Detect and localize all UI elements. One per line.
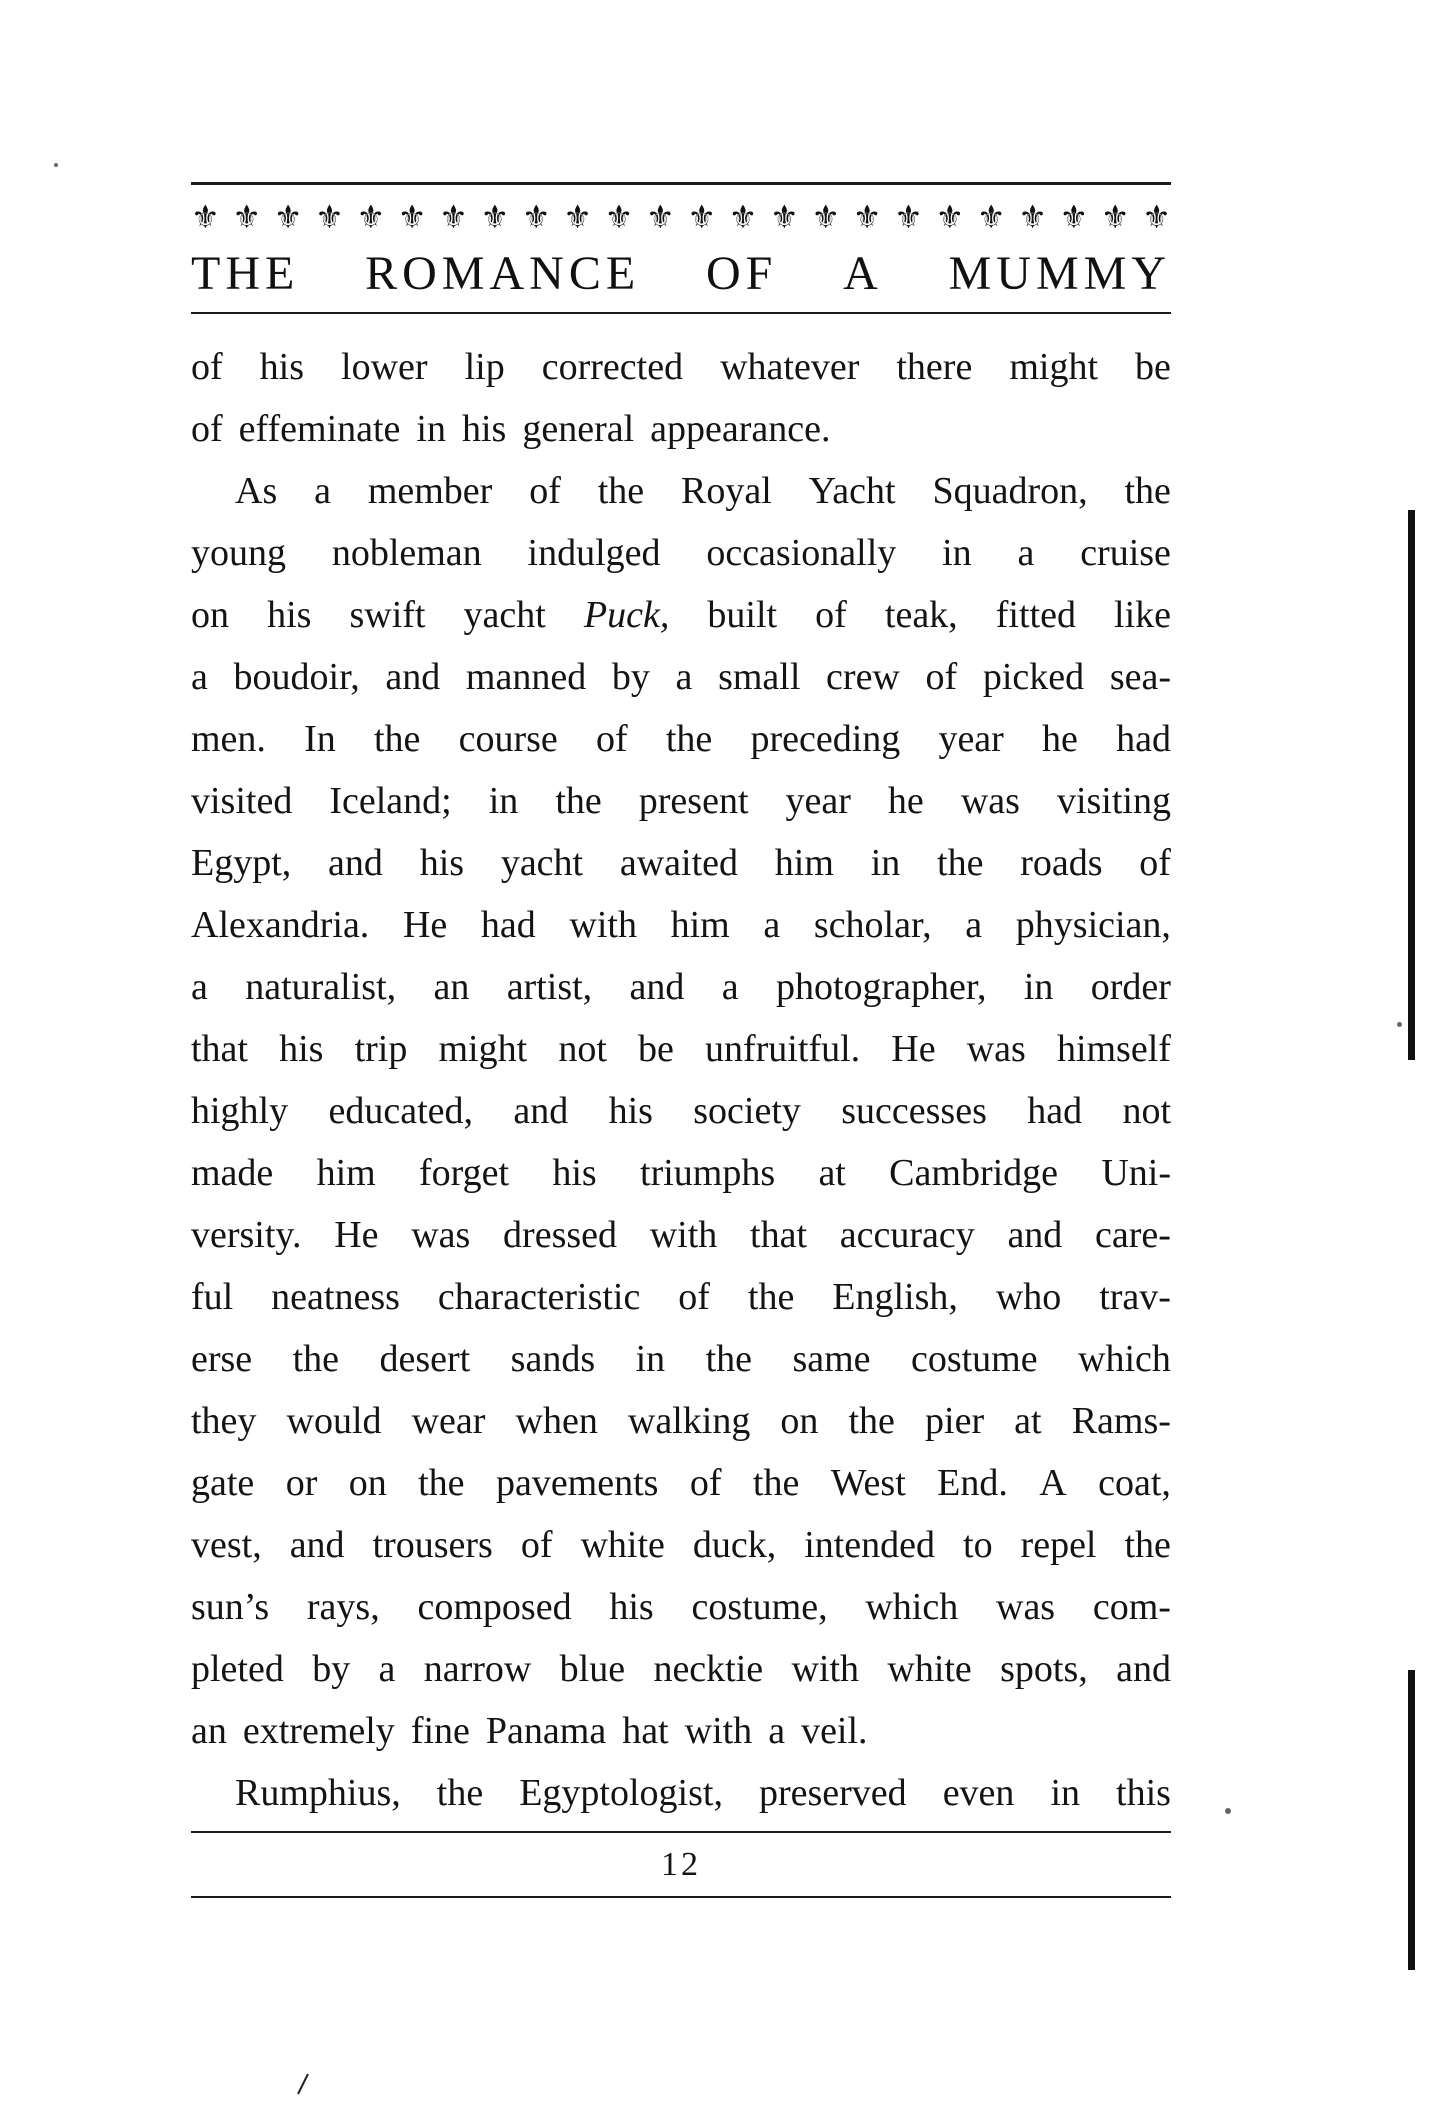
fleur-de-lis-icon: ⚜: [770, 198, 799, 236]
word: was: [996, 1586, 1056, 1628]
word: hat: [622, 1710, 669, 1752]
text-line: [191, 584, 1171, 646]
word: the: [597, 470, 645, 512]
fleur-de-lis-icon: ⚜: [894, 198, 923, 236]
fleur-de-lis-icon: ⚜: [645, 198, 675, 236]
word: his: [259, 346, 305, 388]
running-title-word: A: [843, 247, 883, 300]
word: corrected: [541, 346, 684, 388]
fleur-de-lis-icon: ⚜: [191, 198, 220, 236]
word: pavements: [495, 1462, 659, 1504]
word: the: [1124, 470, 1171, 512]
word: like: [1114, 594, 1171, 636]
word: and: [289, 1524, 345, 1566]
running-title-word: THE: [191, 247, 300, 300]
fleur-de-lis-icon: ⚜: [728, 198, 758, 236]
word: pier: [925, 1400, 985, 1442]
word: educated,: [328, 1090, 473, 1132]
text-line: [191, 770, 1171, 832]
word: young: [191, 532, 286, 574]
word: the: [292, 1338, 340, 1380]
word: he: [887, 780, 924, 822]
word: a: [1017, 532, 1035, 574]
word: him: [774, 842, 834, 884]
word: characteristic: [437, 1276, 641, 1318]
word: and: [1007, 1214, 1063, 1256]
word: He: [402, 904, 448, 946]
word: might: [438, 1028, 528, 1070]
running-title: [191, 244, 1171, 304]
word: year: [938, 718, 1004, 760]
word: course: [458, 718, 558, 760]
word: in: [942, 532, 972, 574]
text-line: [191, 1018, 1171, 1080]
word: a: [965, 904, 983, 946]
word: highly: [191, 1090, 289, 1132]
word: crew: [826, 656, 900, 698]
word: photographer,: [775, 966, 987, 1008]
word: of: [925, 656, 958, 698]
fleur-de-lis-icon: ⚜: [976, 198, 1006, 236]
word: cruise: [1080, 532, 1171, 574]
footer-top-rule: [191, 1831, 1171, 1833]
fleur-de-lis-icon: ⚜: [1142, 198, 1171, 236]
word: a: [721, 966, 739, 1008]
word: had: [1116, 718, 1171, 760]
word: fitted: [995, 594, 1076, 636]
running-title-word: MUMMY: [948, 247, 1171, 300]
word: necktie: [653, 1648, 764, 1690]
word: in: [416, 408, 446, 450]
word: Uni-: [1101, 1152, 1171, 1194]
text-line: [191, 1328, 1171, 1390]
word: at: [818, 1152, 846, 1194]
word: and: [1116, 1648, 1171, 1690]
word: the: [555, 780, 602, 822]
word: of: [529, 470, 561, 512]
word: that: [191, 1028, 248, 1070]
word: com-: [1092, 1586, 1171, 1628]
scan-edge-mark-lower: [1408, 1670, 1415, 1970]
text-line: [191, 1514, 1171, 1576]
word: Egypt,: [191, 842, 292, 884]
word: with: [791, 1648, 860, 1690]
word: forget: [419, 1152, 510, 1194]
fleur-de-lis-icon: ⚜: [604, 198, 634, 236]
word: roads: [1020, 842, 1103, 884]
word: society: [693, 1090, 801, 1132]
word: of: [689, 1462, 722, 1504]
word: manned: [465, 656, 587, 698]
word: had: [480, 904, 536, 946]
word: nobleman: [331, 532, 482, 574]
word: Egyptologist,: [519, 1772, 723, 1814]
word: desert: [379, 1338, 471, 1380]
fleur-de-lis-icon: ⚜: [1059, 198, 1089, 236]
word: extremely: [242, 1710, 395, 1752]
text-line: [191, 1204, 1171, 1266]
word: same: [792, 1338, 871, 1380]
word: picked: [982, 656, 1085, 698]
word: the: [418, 1462, 465, 1504]
word: by: [611, 656, 650, 698]
word: composed: [417, 1586, 572, 1628]
word: the: [747, 1276, 795, 1318]
word: fine: [410, 1710, 470, 1752]
running-title-word: OF: [705, 247, 778, 300]
word: visited: [191, 780, 293, 822]
word: End.: [937, 1462, 1008, 1504]
word: yacht: [500, 842, 584, 884]
word: costume: [910, 1338, 1038, 1380]
word: narrow: [423, 1648, 532, 1690]
fleur-de-lis-icon: ⚜: [397, 198, 427, 236]
word: appearance.: [650, 408, 831, 450]
word: of: [815, 594, 847, 636]
text-line: [191, 1142, 1171, 1204]
word: Squadron,: [932, 470, 1088, 512]
word: a: [378, 1648, 396, 1690]
fleur-de-lis-icon: ⚜: [811, 198, 841, 236]
word: small: [718, 656, 801, 698]
word: A: [1039, 1462, 1067, 1504]
text-line: [191, 336, 1171, 398]
word: had: [1027, 1090, 1083, 1132]
word: an: [191, 1710, 227, 1752]
word: occasionally: [706, 532, 897, 574]
word: In: [304, 718, 336, 760]
word: He: [334, 1214, 379, 1256]
footer-bottom-rule: [191, 1896, 1171, 1898]
word: Iceland;: [329, 780, 452, 822]
word: and: [328, 842, 383, 884]
word: dressed: [503, 1214, 618, 1256]
word: visiting: [1056, 780, 1171, 822]
word: the: [665, 718, 713, 760]
word: on: [348, 1462, 387, 1504]
word: be: [638, 1028, 674, 1070]
fleur-de-lis-icon: ⚜: [563, 198, 592, 236]
text-line: [191, 1638, 1171, 1700]
word: Cambridge: [889, 1152, 1059, 1194]
text-line: [191, 1576, 1171, 1638]
fleur-de-lis-icon: ⚜: [521, 198, 551, 236]
word: yacht: [463, 594, 546, 636]
word: of: [595, 718, 628, 760]
word: pleted: [191, 1648, 284, 1690]
word: be: [1135, 346, 1171, 388]
word: him: [316, 1152, 376, 1194]
word: accuracy: [839, 1214, 975, 1256]
word: member: [367, 470, 493, 512]
word: general: [522, 408, 635, 450]
word: when: [515, 1400, 598, 1442]
word: unfruitful.: [705, 1028, 861, 1070]
word: to: [963, 1524, 993, 1566]
word: there: [896, 346, 973, 388]
word: ful: [191, 1276, 234, 1318]
word: of: [1139, 842, 1171, 884]
word: rays,: [306, 1586, 380, 1628]
word: gate: [191, 1462, 255, 1504]
fleur-de-lis-icon: ⚜: [315, 198, 344, 236]
word: sun’s: [191, 1586, 270, 1628]
word: coat,: [1098, 1462, 1171, 1504]
word: He: [891, 1028, 936, 1070]
fleur-de-lis-icon: ⚜: [1018, 198, 1047, 236]
word: by: [312, 1648, 351, 1690]
word: and: [385, 656, 441, 698]
text-line: [191, 708, 1171, 770]
word: naturalist,: [245, 966, 397, 1008]
word: West: [830, 1462, 906, 1504]
word: his: [608, 1090, 653, 1132]
word: costume,: [691, 1586, 828, 1628]
word: scholar,: [813, 904, 932, 946]
word: a: [768, 1710, 786, 1752]
word: of: [191, 346, 223, 388]
word: Rams-: [1071, 1400, 1171, 1442]
word: indulged: [527, 532, 661, 574]
word: lower: [341, 346, 428, 388]
text-line: [191, 1390, 1171, 1452]
word: was: [966, 1028, 1026, 1070]
word: lip: [464, 346, 505, 388]
word: with: [649, 1214, 718, 1256]
word: in: [1050, 1772, 1080, 1814]
word: Yacht: [808, 470, 896, 512]
word: in: [488, 780, 519, 822]
word: white: [580, 1524, 665, 1566]
text-line: [191, 646, 1171, 708]
word: blue: [559, 1648, 626, 1690]
text-line: [191, 522, 1171, 584]
word: he: [1042, 718, 1078, 760]
word: himself: [1056, 1028, 1171, 1070]
scan-speck: [1397, 1022, 1402, 1027]
word: walking: [627, 1400, 751, 1442]
text-line: [191, 1080, 1171, 1142]
word: his: [609, 1586, 654, 1628]
word: of: [678, 1276, 710, 1318]
word: the: [1124, 1524, 1171, 1566]
word: teak,: [884, 594, 958, 636]
word: the: [373, 718, 421, 760]
word: even: [942, 1772, 1015, 1814]
body-text: [191, 336, 1171, 1824]
word: sands: [510, 1338, 596, 1380]
text-line: [191, 894, 1171, 956]
fleur-de-lis-icon: ⚜: [935, 198, 965, 236]
text-line: [191, 1700, 1171, 1762]
scan-stroke: [296, 2073, 310, 2095]
word: his: [552, 1152, 597, 1194]
word: sea-: [1109, 656, 1171, 698]
fleur-de-lis-icon: ⚜: [273, 198, 303, 236]
word: Alexandria.: [191, 904, 370, 946]
word: not: [1122, 1090, 1171, 1132]
text-line: [191, 1762, 1171, 1824]
word: triumphs: [640, 1152, 776, 1194]
text-line: [191, 832, 1171, 894]
word: an: [433, 966, 470, 1008]
word: in: [635, 1338, 666, 1380]
scan-speck: [54, 163, 58, 167]
running-title-word: ROMANCE: [365, 247, 641, 300]
word: they: [191, 1400, 257, 1442]
word: the: [752, 1462, 800, 1504]
word: physician,: [1015, 904, 1171, 946]
word: a: [191, 966, 208, 1008]
word: a: [314, 470, 331, 512]
word: whatever: [720, 346, 860, 388]
word: Panama: [485, 1710, 607, 1752]
word: white: [887, 1648, 972, 1690]
word: vest,: [191, 1524, 262, 1566]
word: made: [191, 1152, 274, 1194]
header-top-rule: [191, 182, 1171, 185]
scan-speck: [1225, 1808, 1231, 1814]
fleur-de-lis-icon: ⚜: [687, 198, 716, 236]
word: his: [461, 408, 507, 450]
word: neatness: [271, 1276, 400, 1318]
word: care-: [1095, 1214, 1171, 1256]
header-bottom-rule: [191, 312, 1171, 314]
word: might: [1009, 346, 1099, 388]
word: of: [191, 408, 223, 450]
word: the: [937, 842, 984, 884]
word: swift: [349, 594, 426, 636]
ornament-band: [191, 198, 1171, 236]
text-line: [191, 1266, 1171, 1328]
word: year: [785, 780, 851, 822]
word: his: [267, 594, 312, 636]
word: the: [705, 1338, 752, 1380]
word: was: [411, 1214, 471, 1256]
word: built: [707, 594, 778, 636]
word: trousers: [372, 1524, 493, 1566]
word: that: [750, 1214, 807, 1256]
word: this: [1116, 1772, 1171, 1814]
word: of: [520, 1524, 553, 1566]
word: or: [285, 1462, 318, 1504]
word: him: [670, 904, 730, 946]
word: veil.: [801, 1710, 868, 1752]
word: not: [558, 1028, 607, 1070]
word: on: [780, 1400, 819, 1442]
word: boudoir,: [233, 656, 360, 698]
word: Puck,: [583, 594, 670, 636]
word: effeminate: [238, 408, 401, 450]
word: on: [191, 594, 229, 636]
word: which: [1078, 1338, 1171, 1380]
scan-edge-mark-upper: [1408, 510, 1415, 1060]
word: men.: [191, 718, 266, 760]
fleur-de-lis-icon: ⚜: [232, 198, 262, 236]
fleur-de-lis-icon: ⚜: [480, 198, 510, 236]
word: and: [629, 966, 685, 1008]
word: would: [286, 1400, 382, 1442]
word: wear: [411, 1400, 486, 1442]
word: trav-: [1099, 1276, 1171, 1318]
text-line: [191, 1452, 1171, 1514]
word: in: [1023, 966, 1054, 1008]
word: which: [865, 1586, 959, 1628]
word: trip: [354, 1028, 408, 1070]
word: at: [1014, 1400, 1042, 1442]
word: the: [436, 1772, 484, 1814]
page-number: 12: [661, 1846, 701, 1883]
word: preceding: [750, 718, 901, 760]
text-line: [191, 460, 1171, 522]
word: duck,: [692, 1524, 777, 1566]
word: in: [870, 842, 901, 884]
word: his: [419, 842, 465, 884]
word: English,: [832, 1276, 958, 1318]
word: was: [960, 780, 1020, 822]
word: Rumphius,: [235, 1772, 401, 1814]
word: repel: [1020, 1524, 1097, 1566]
word: a: [675, 656, 693, 698]
word: versity.: [191, 1214, 302, 1256]
text-line: [191, 398, 1171, 460]
word: present: [638, 780, 749, 822]
text-line: [191, 956, 1171, 1018]
fleur-de-lis-icon: ⚜: [356, 198, 386, 236]
word: artist,: [506, 966, 593, 1008]
word: with: [684, 1710, 753, 1752]
word: spots,: [1000, 1648, 1088, 1690]
word: Royal: [681, 470, 772, 512]
word: who: [995, 1276, 1062, 1318]
fleur-de-lis-icon: ⚜: [439, 198, 468, 236]
word: order: [1090, 966, 1171, 1008]
word: with: [569, 904, 637, 946]
word: successes: [841, 1090, 987, 1132]
word: a: [763, 904, 781, 946]
word: As: [235, 470, 278, 512]
word: awaited: [619, 842, 739, 884]
fleur-de-lis-icon: ⚜: [852, 198, 882, 236]
word: a: [191, 656, 208, 698]
word: his: [279, 1028, 324, 1070]
word: erse: [191, 1338, 253, 1380]
word: and: [513, 1090, 569, 1132]
fleur-de-lis-icon: ⚜: [1100, 198, 1130, 236]
word: intended: [804, 1524, 936, 1566]
word: preserved: [758, 1772, 907, 1814]
word: the: [848, 1400, 895, 1442]
